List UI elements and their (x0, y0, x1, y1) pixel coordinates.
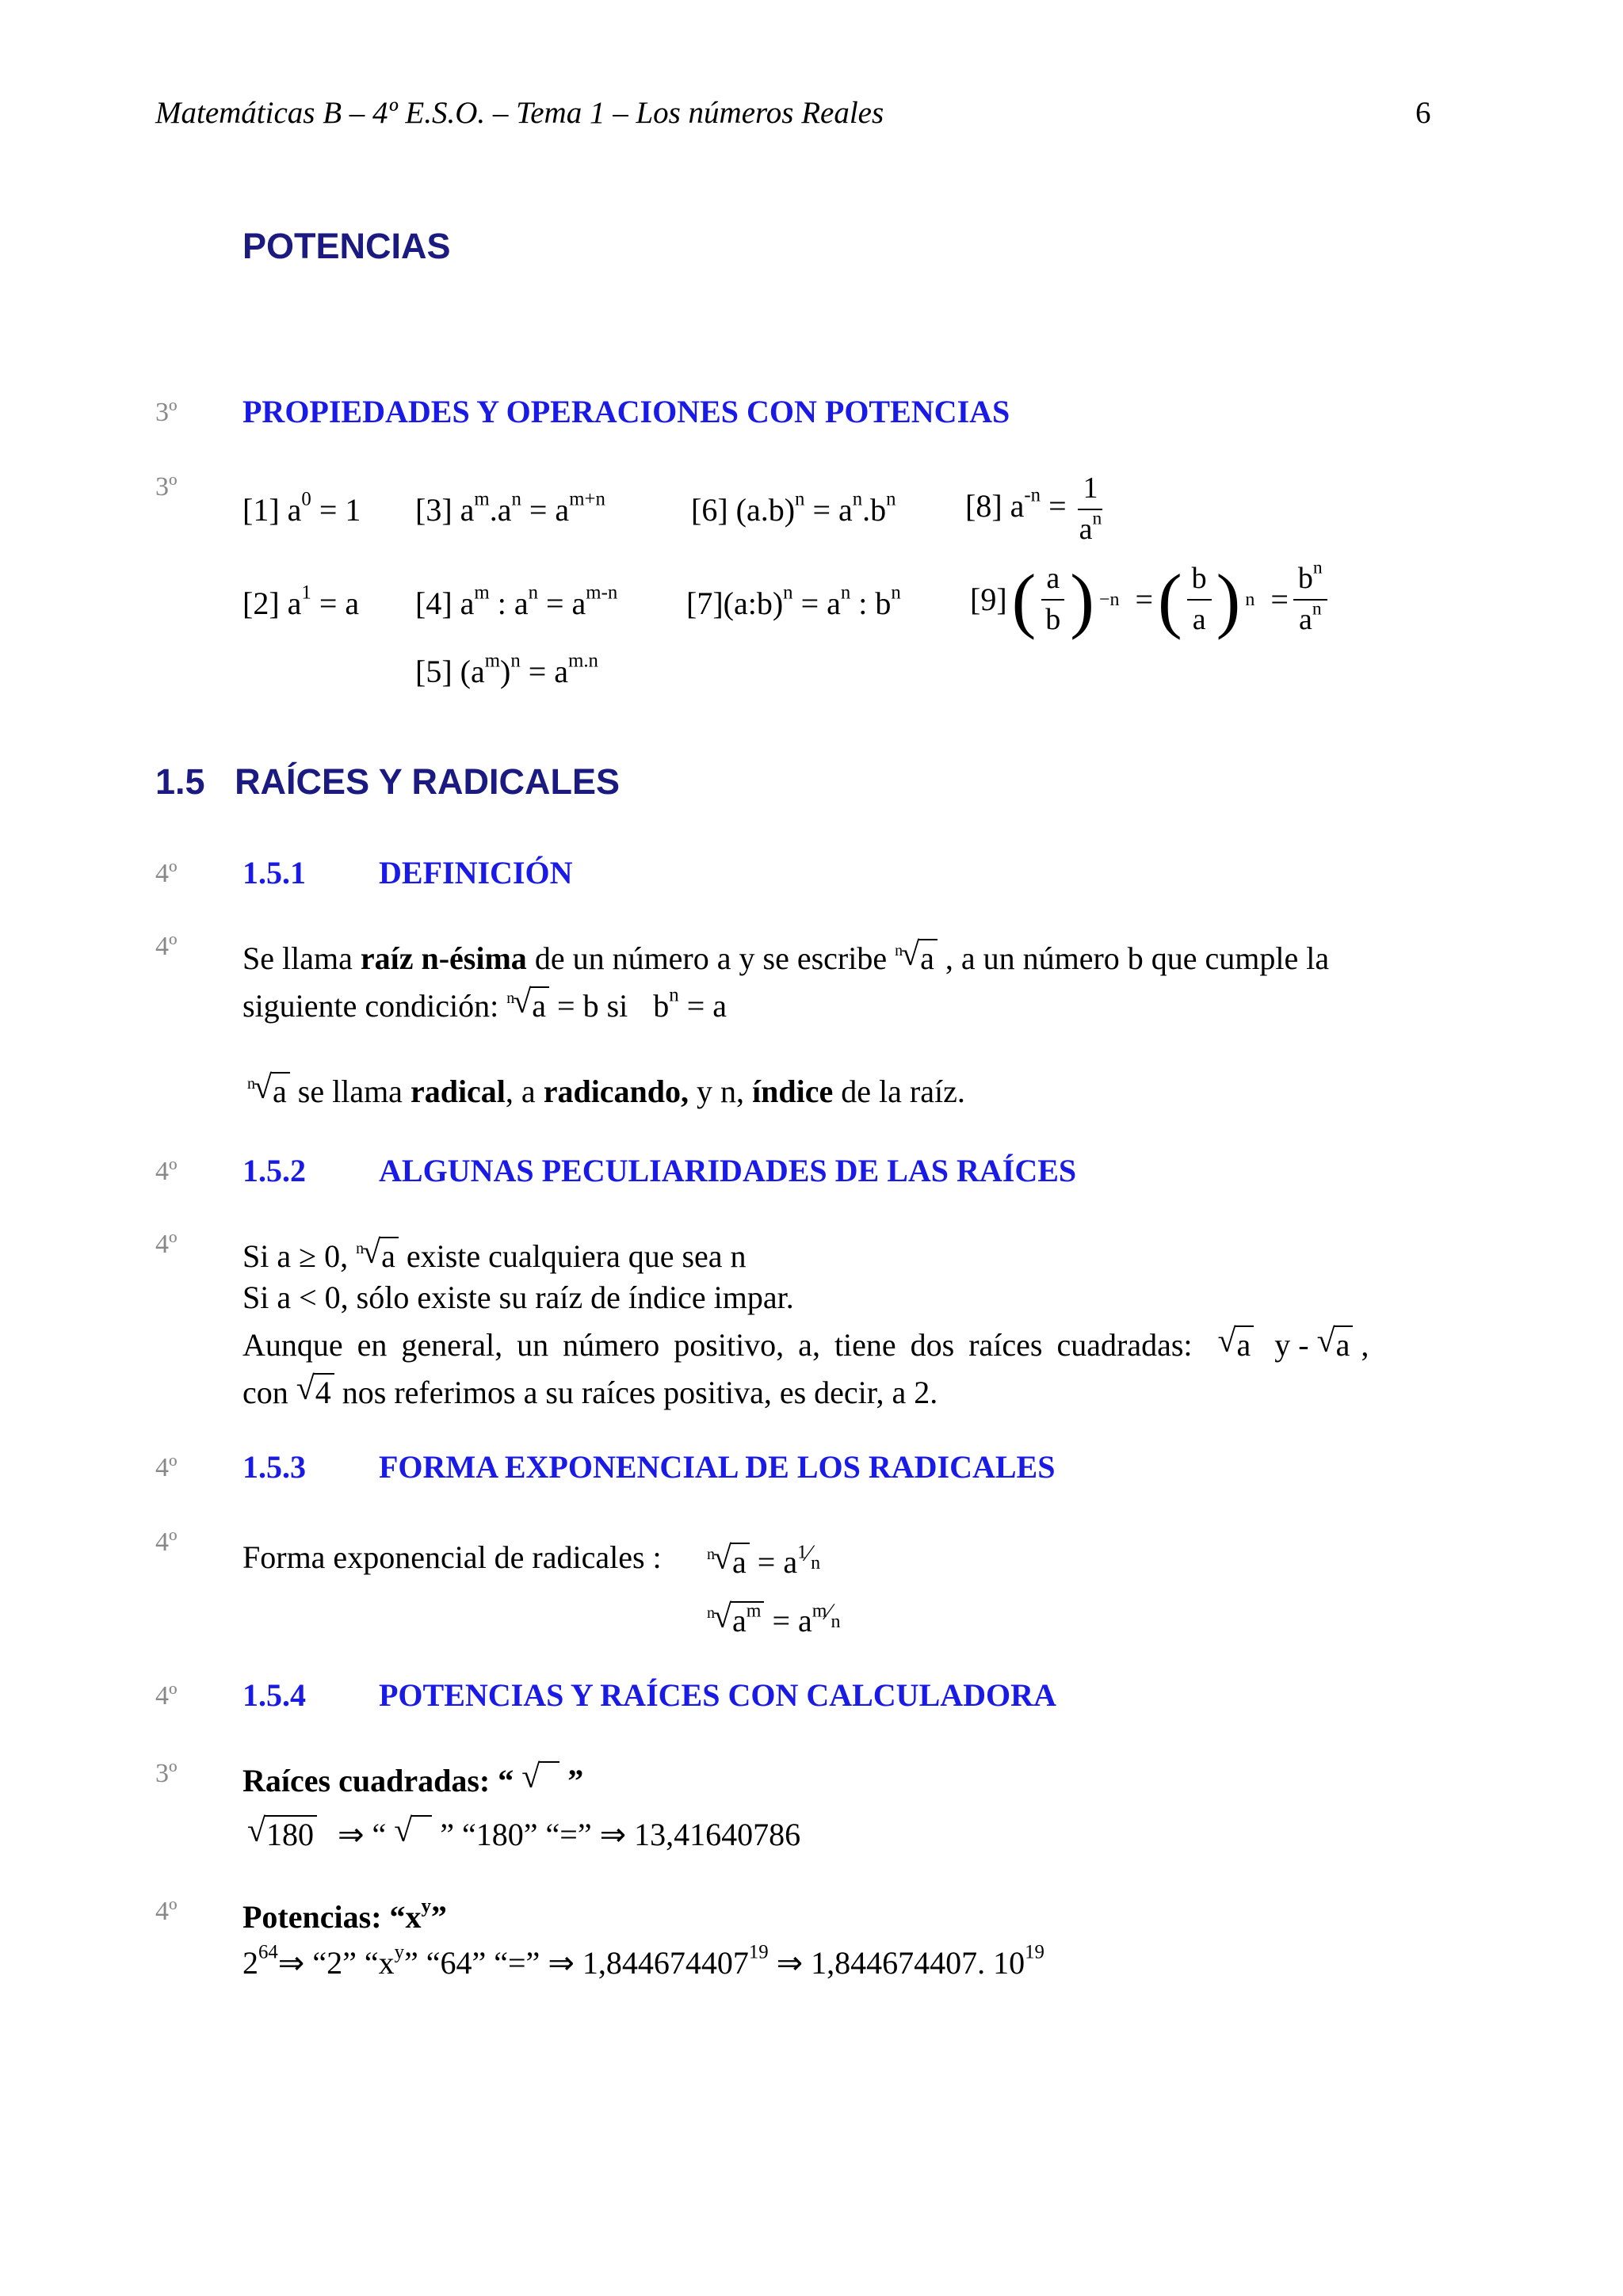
nth-root-expression: n √ a (506, 989, 549, 1024)
text-run: ” (430, 1899, 447, 1935)
text-run: con (242, 1375, 288, 1410)
level-marker: 4º (155, 1897, 178, 1926)
level-marker: 4º (155, 932, 178, 961)
exponential-form-1: n √ $a = a^{1⁄}_n$ (707, 1540, 821, 1580)
text-run: = b si (557, 988, 628, 1024)
fraction: $\frac{a}{b}$ (1041, 563, 1065, 637)
powers-heading: Potencias: “$x^y$” (242, 1895, 447, 1935)
subsection-number: 1.5.2 (242, 1153, 306, 1188)
text-run: ” “64” “=” ⇒ 1,844674407 (403, 1945, 749, 1981)
formula-prop-7: [7](a:b)$^n$ = $a^n$ : $b^n$ (686, 582, 901, 621)
exponential-form-2: n √ $a^m = a^{m⁄}_n$ (707, 1599, 841, 1638)
text-run: , a un número b que cumple la (945, 940, 1330, 976)
nth-root-expression: n √ a (895, 941, 938, 976)
peculiarity-line-4 (242, 1371, 938, 1410)
square-root-expression: √ a (1218, 1328, 1254, 1363)
definition-line-3 (247, 1070, 965, 1109)
level-marker: 4º (155, 1527, 178, 1557)
level-marker: 4º (155, 1681, 178, 1711)
level-marker: 3º (155, 1759, 178, 1788)
bold-term: raíz n-ésima (360, 940, 527, 976)
powers-example: $2^{64}\Rightarrow$ “2” “$x^y$” “64” “=” ⇒ 1,844674407$^{19}$ ⇒ 1,844674407. $10^{19}$ (242, 1941, 1044, 1981)
formula-prop-1: [1] $a^0 = 1$ (242, 488, 361, 528)
subsection-number: 1.5.3 (242, 1449, 306, 1485)
fraction: $\frac{b}{a}$ (1187, 563, 1212, 637)
nth-root-expression: n √ a (247, 1074, 290, 1109)
text-run: se llama (289, 1074, 411, 1109)
bold-term: radicando, (543, 1074, 689, 1109)
text-run: ” (567, 1763, 584, 1798)
text-run: , a (505, 1074, 544, 1109)
section-title-raices: 1.5 RAÍCES Y RADICALES (155, 761, 620, 802)
definition-line-2: siguiente condición: n √ a = b si $b^n = a$ (242, 984, 727, 1024)
text-run: y - (1274, 1327, 1309, 1363)
level-marker: 4º (155, 1230, 178, 1259)
text-run: existe cualquiera que sea n (406, 1238, 747, 1274)
subsection-number: 1.5.1 (242, 855, 306, 891)
text-run: ” “180” “=” ⇒ 13,41640786 (440, 1817, 801, 1852)
square-root-expression: √ 180 (247, 1817, 317, 1852)
nth-root-expression: n √ a (707, 1545, 750, 1580)
subsection-title-calculadora: POTENCIAS Y RAÍCES CON CALCULADORA (379, 1677, 1056, 1713)
running-header: Matemáticas B – 4º E.S.O. – Tema 1 – Los números Reales (155, 96, 884, 130)
text-run: ⇒ 1,844674407. 10 (776, 1945, 1025, 1981)
formula-prop-6: [6] $(a.b)^n = a^n.b^n$ (691, 488, 896, 528)
peculiarity-line-3: Aunque en general, un número positivo, a, tiene dos raíces cuadradas: √ a y - √ a , (242, 1323, 1369, 1363)
text-run: Raíces cuadradas: “ (242, 1763, 514, 1798)
bold-term: índice (752, 1074, 834, 1109)
level-marker: 3º (155, 398, 178, 427)
subsection-title-peculiaridades: ALGUNAS PECULIARIDADES DE LAS RAÍCES (379, 1153, 1077, 1188)
square-root-expression: √ a (1317, 1328, 1354, 1363)
sqrt-key-symbol: √ (521, 1764, 559, 1798)
fraction: $\frac{b^n}{a^n}$ (1293, 563, 1327, 637)
fraction: $\frac{1}{a^n}$ (1079, 471, 1102, 546)
page-number: 6 (1415, 96, 1431, 130)
formula-prop-2: [2] $a^1 = a$ (242, 582, 360, 621)
text-run: nos referimos a su raíces positiva, es decir, a 2. (342, 1375, 938, 1410)
level-marker: 4º (155, 859, 178, 888)
square-root-example (247, 1813, 801, 1852)
formula-prop-8: [8] $a^{-n}$ = $\frac{1}{a^n}$ (965, 472, 1106, 547)
text-run: de la raíz. (833, 1074, 965, 1109)
nth-root-expression: n √ a (356, 1239, 399, 1274)
text-run: Potencias: “x (242, 1899, 422, 1935)
subsection-title-forma-exponencial: FORMA EXPONENCIAL DE LOS RADICALES (379, 1449, 1056, 1485)
square-roots-heading (242, 1759, 584, 1798)
formula-prop-5: [5] $(a^m)^n = a^{m.n}$ (415, 650, 598, 689)
formula-prop-4: [4] $a^m$ : $a^n = a^{m-n}$ (415, 582, 618, 621)
section-title-potencias: POTENCIAS (242, 226, 451, 266)
definition-line-1 (242, 936, 1330, 976)
subsection-title-definicion: DEFINICIÓN (379, 855, 573, 891)
text-run: siguiente condición: (242, 988, 507, 1024)
sqrt-key-symbol: √ (394, 1817, 432, 1852)
subsection-number: 1.5.4 (242, 1677, 306, 1713)
text-run: Se llama (242, 940, 361, 976)
peculiarity-line-1 (242, 1234, 747, 1274)
square-root-expression: √ 4 (296, 1375, 334, 1410)
text-run: de un número a y se escribe (526, 940, 896, 976)
level-marker: 3º (155, 472, 178, 502)
text-run: ⇒ “ (338, 1817, 387, 1852)
bold-term: radical (410, 1074, 506, 1109)
formula-prop-3: [3] $a^m.a^n = a^{m+n}$ (415, 488, 605, 528)
level-marker: 4º (155, 1453, 178, 1482)
level-marker: 4º (155, 1157, 178, 1186)
nth-root-expression: n √ $a^m$ (707, 1604, 764, 1638)
exponential-form-label: Forma exponencial de radicales : (242, 1539, 662, 1575)
text-run: Aunque en general, un número positivo, a, tiene dos raíces cuadradas: (242, 1327, 1193, 1363)
subsection-title-propiedades: PROPIEDADES Y OPERACIONES CON POTENCIAS (242, 394, 1010, 429)
peculiarity-line-2: Si a < 0, sólo existe su raíz de índice impar. (242, 1280, 794, 1315)
text-run: y n, (689, 1074, 753, 1109)
text-run: ⇒ “2” “x (277, 1945, 395, 1981)
text-run: Si a ≥ 0, (242, 1238, 349, 1274)
formula-prop-9: [9] ( $\frac{a}{b}$ ) −n = ( $\frac{b}{a}$ ) n = $\frac{b^n}{a^n}$ (970, 563, 1327, 637)
